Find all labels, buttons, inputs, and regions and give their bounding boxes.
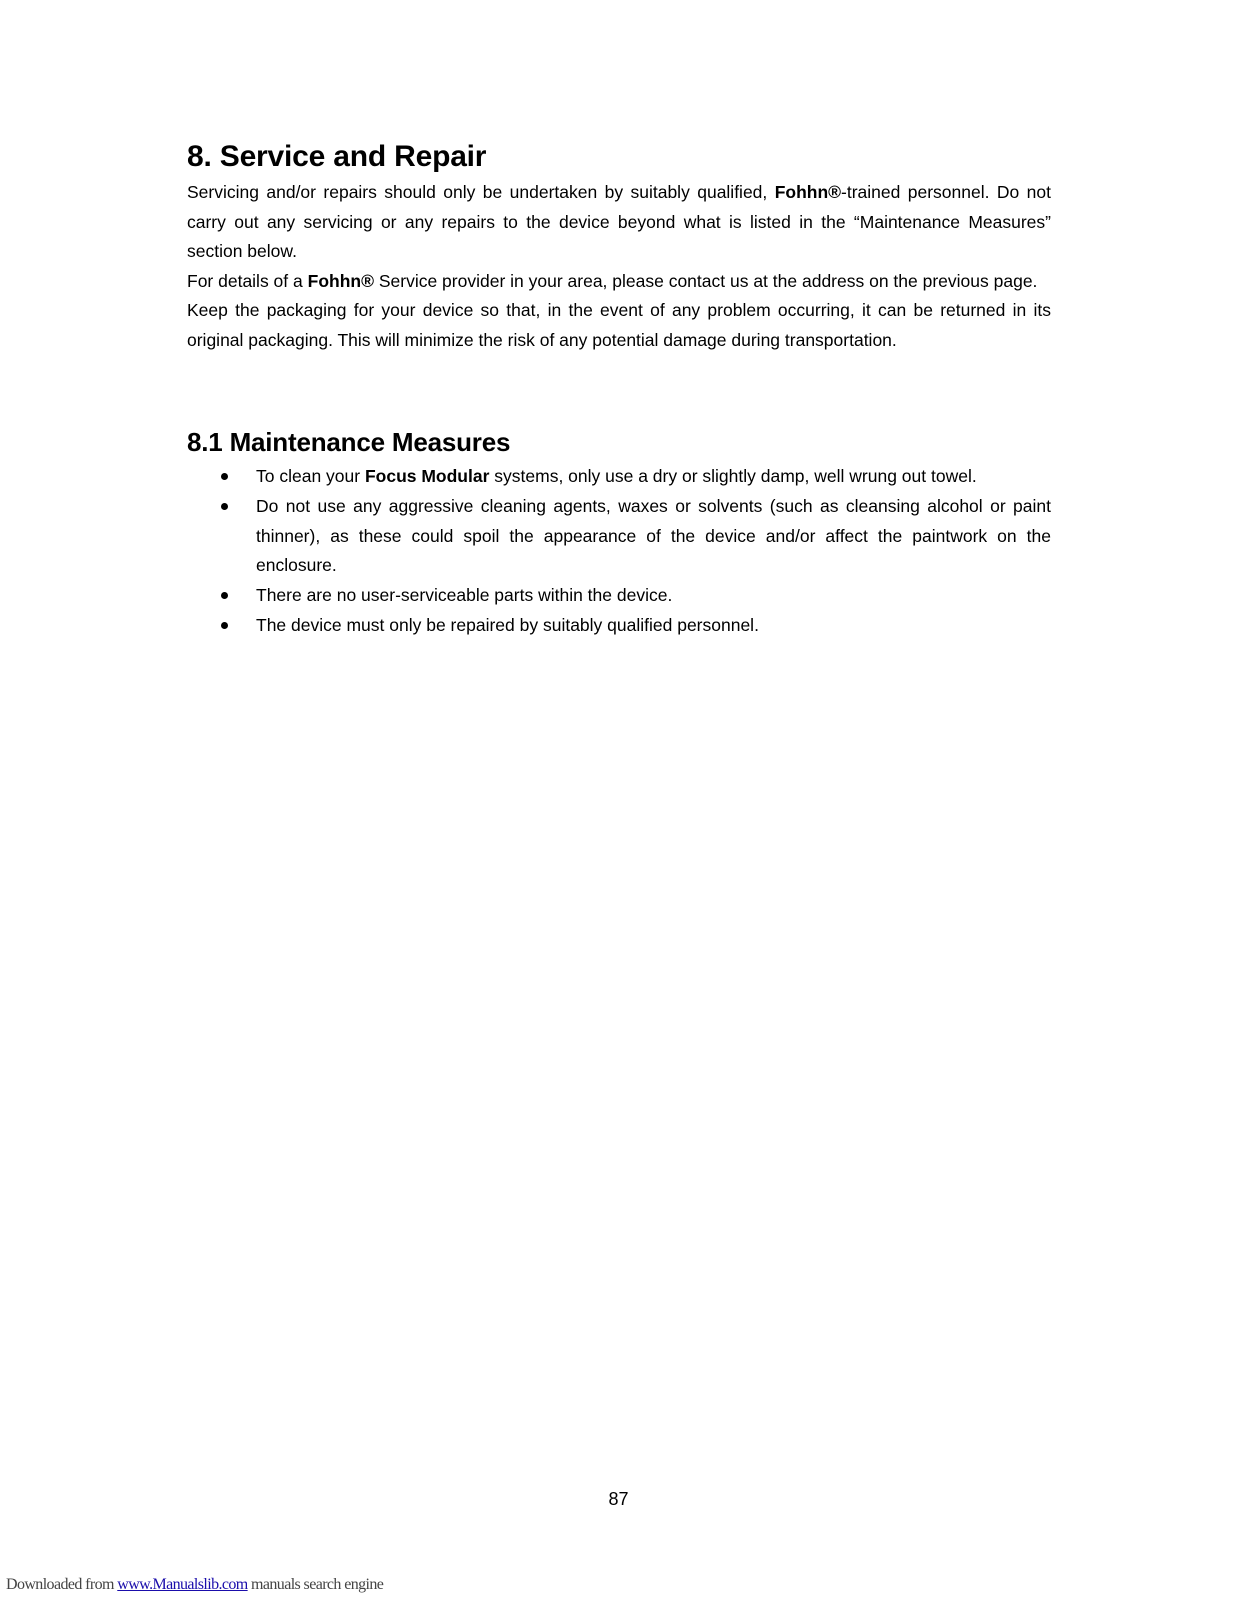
product-name: Focus Modular [364,466,490,486]
document-page [187,136,1051,641]
subsection-title: 8.1 Maintenance Measures [187,427,511,457]
brand-name: Fohhn® [307,270,374,291]
list-item-text: To clean your [256,466,365,486]
bullet-icon [221,473,228,480]
paragraph-text: -trained personnel. Do not carry out any servicing or any repairs to the device beyond what is listed in the “Maintenance Measures” section below. [187,182,1051,261]
list-item-text: The device must only be repaired by suitably qualified personnel. [256,615,759,635]
list-item [187,462,1051,492]
list-item-text: systems, only use a dry or slightly damp, well wrung out towel. [489,466,977,486]
paragraph-packaging: Keep the packaging for your device so that, in the event of any problem occurring, it can be returned in its original packaging. This will minimize the risk of any potential damage during transportation. [187,300,1051,350]
bullet-icon [221,592,228,599]
manualslib-link[interactable]: www.Manualslib.com [117,1576,248,1593]
footer-prefix: Downloaded from [6,1576,118,1593]
paragraph-text: For details of a [187,270,308,291]
list-item-text: Do not use any aggressive cleaning agents, waxes or solvents (such as cleansing alcohol or paint thinner), as these could spoil the appearance of the device and/or affect the paintwork on the enclosure. [256,496,1051,575]
bullet-icon [221,503,228,510]
paragraph-service-provider [187,267,1051,297]
list-item [187,581,1051,611]
paragraph-text: Service provider in your area, please contact us at the address on the previous page. [373,270,1038,291]
section-title: 8. Service and Repair [187,140,487,173]
download-footer [6,1575,383,1595]
paragraph-servicing [187,178,1051,267]
list-item [187,492,1051,581]
list-item [187,611,1051,641]
maintenance-section [187,424,1051,641]
list-item-text: There are no user-serviceable parts within the device. [256,585,673,605]
page-number: 87 [608,1489,629,1509]
brand-name: Fohhn® [774,182,842,202]
bullet-icon [221,622,228,629]
maintenance-list [187,462,1051,641]
paragraph-text: Servicing and/or repairs should only be undertaken by suitably qualified, [187,182,775,202]
footer-suffix: manuals search engine [247,1576,384,1593]
